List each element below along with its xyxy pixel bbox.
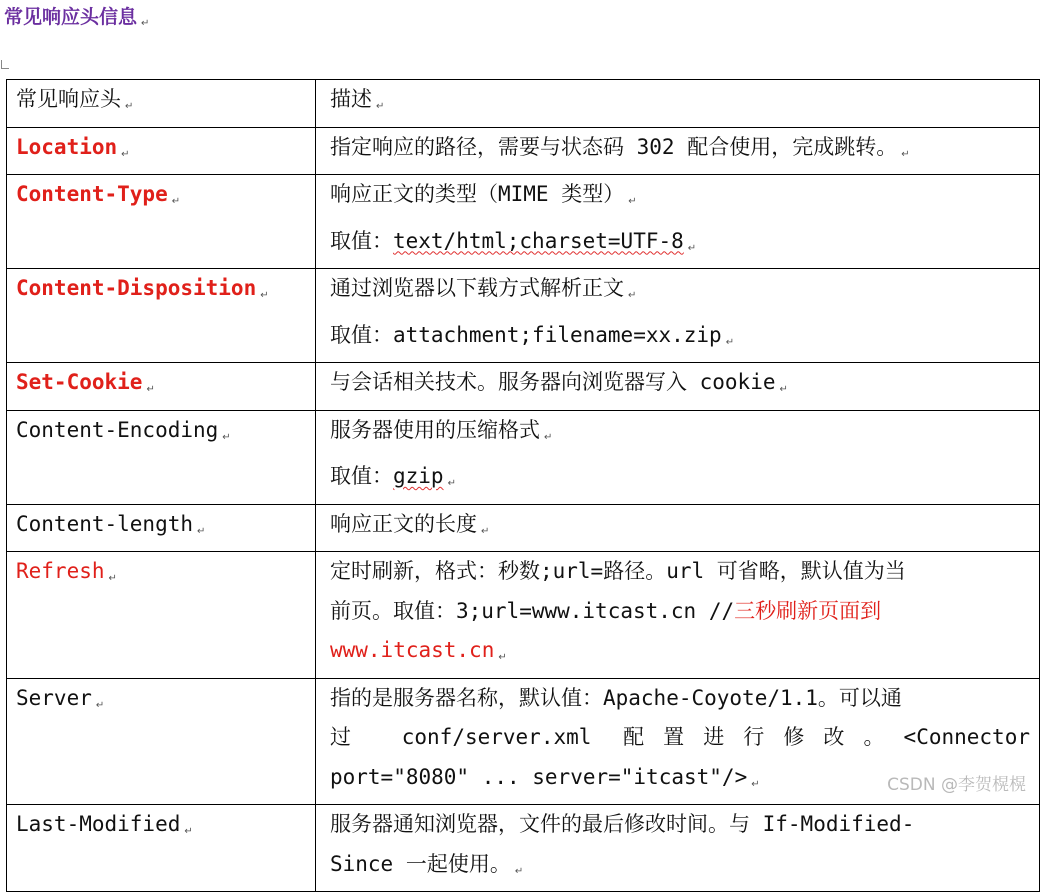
header-desc-cell: [315, 175, 1039, 269]
paragraph-mark-icon: ↵: [628, 196, 637, 207]
table-row: [7, 127, 1040, 175]
paragraph-mark-icon: ↵: [514, 865, 524, 877]
watermark: CSDN @李贺榥榥: [887, 775, 1026, 795]
header-name: Set-Cookie: [16, 370, 143, 394]
desc-line: 与会话相关技术。服务器向浏览器写入 cookie: [329, 370, 776, 394]
table-row: [7, 504, 1040, 552]
header-name-cell: [7, 175, 316, 269]
header-cell-name: [7, 80, 316, 128]
paragraph-mark-icon: ↵: [125, 101, 134, 112]
value-text: gzip: [392, 464, 444, 488]
header-desc-cell: [315, 127, 1039, 175]
header-name-text: 常见响应头: [16, 87, 121, 111]
paragraph-mark-icon: ↵: [171, 196, 181, 207]
header-name-cell: [7, 363, 316, 411]
table-row: [7, 552, 1040, 679]
table-row: [7, 678, 1040, 805]
paragraph-mark-icon: ↵: [901, 148, 910, 160]
header-name-cell: [7, 410, 316, 504]
paragraph-mark-icon: ↵: [779, 384, 788, 395]
header-name: Content-Encoding: [16, 417, 219, 442]
header-name: Content-Type: [16, 182, 168, 206]
header-desc-cell: [315, 269, 1039, 363]
desc-line: 过 conf/server.xml 配置进行修改。<Connector: [329, 725, 1030, 749]
header-desc-cell: [315, 410, 1039, 504]
header-desc-cell: [315, 504, 1039, 552]
desc-line: 响应正文的长度: [329, 511, 477, 536]
desc-line: 定时刷新，格式：秒数;url=路径。url 可省略，默认值为当: [329, 559, 906, 583]
value-prefix: 取值：: [329, 464, 393, 488]
paragraph-mark-icon: ↵: [751, 778, 760, 790]
desc-red-url: www.itcast.cn: [329, 638, 495, 662]
desc-line: Since 一起使用。: [329, 851, 511, 876]
desc-line: 前页。取值：3;url=www.itcast.cn //: [329, 598, 735, 623]
desc-line: 指定响应的路径，需要与状态码 302 配合使用，完成跳转。: [329, 134, 898, 159]
paragraph-mark-icon: ↵: [197, 525, 206, 537]
paragraph-mark-icon: ↵: [480, 525, 490, 537]
header-name-cell: [7, 127, 316, 175]
paragraph-mark-icon: ↵: [375, 101, 385, 112]
paragraph-mark-icon: ↵: [146, 384, 155, 395]
table-row: [7, 805, 1040, 892]
table-row: [7, 175, 1040, 269]
table-header-row: [7, 80, 1040, 128]
desc-line: 指的是服务器名称，默认值：Apache-Coyote/1.1。可以通: [329, 685, 902, 710]
desc-line: 响应正文的类型（MIME 类型）: [329, 182, 625, 206]
page-title: [4, 2, 149, 29]
page-title-text: 常见响应头信息: [4, 6, 138, 28]
header-desc-cell: [315, 805, 1039, 892]
text-boundary-corner: [1, 60, 9, 69]
paragraph-mark-icon: ↵: [447, 478, 456, 489]
header-name-cell: [7, 552, 316, 679]
paragraph-mark-icon: ↵: [222, 431, 231, 443]
value-text: attachment;filename=xx.zip: [392, 322, 722, 347]
header-name: Content-length: [16, 511, 194, 536]
header-desc-cell: [315, 552, 1039, 679]
header-name: Server: [16, 685, 92, 710]
value-prefix: 取值：: [329, 322, 393, 347]
table-row: [7, 269, 1040, 363]
header-name-cell: [7, 269, 316, 363]
header-name-cell: [7, 504, 316, 552]
paragraph-mark-icon: ↵: [95, 699, 105, 711]
header-cell-desc: [315, 80, 1039, 128]
paragraph-mark-icon: ↵: [627, 290, 637, 301]
desc-line: 服务器通知浏览器，文件的最后修改时间。与 If-Modified-: [329, 812, 915, 836]
header-name-cell: [7, 678, 316, 805]
paragraph-mark-icon: ↵: [260, 290, 269, 301]
desc-line: port="8080" ... server="itcast"/>: [329, 764, 748, 789]
paragraph-mark-icon: ↵: [141, 18, 150, 29]
value-prefix: 取值：: [329, 228, 393, 253]
header-name: Last-Modified: [16, 812, 181, 836]
header-desc-cell: [315, 363, 1039, 411]
desc-red-text: 三秒刷新页面到: [734, 598, 882, 623]
table-row: [7, 410, 1040, 504]
paragraph-mark-icon: ↵: [121, 148, 130, 160]
paragraph-mark-icon: ↵: [498, 652, 507, 663]
header-desc-text: 描述: [329, 87, 372, 111]
paragraph-mark-icon: ↵: [687, 242, 697, 254]
header-name: Refresh: [16, 559, 105, 583]
desc-line: 服务器使用的压缩格式: [329, 417, 540, 442]
header-name: Location: [16, 134, 118, 159]
paragraph-mark-icon: ↵: [108, 573, 117, 584]
paragraph-mark-icon: ↵: [543, 431, 553, 443]
response-headers-table: [6, 79, 1040, 892]
header-name-cell: [7, 805, 316, 892]
paragraph-mark-icon: ↵: [184, 826, 193, 837]
value-text: text/html;charset=UTF-8: [392, 228, 684, 253]
desc-line: 通过浏览器以下载方式解析正文: [329, 276, 624, 300]
header-name: Content-Disposition: [16, 276, 257, 300]
table-row: [7, 363, 1040, 411]
paragraph-mark-icon: ↵: [725, 336, 735, 348]
